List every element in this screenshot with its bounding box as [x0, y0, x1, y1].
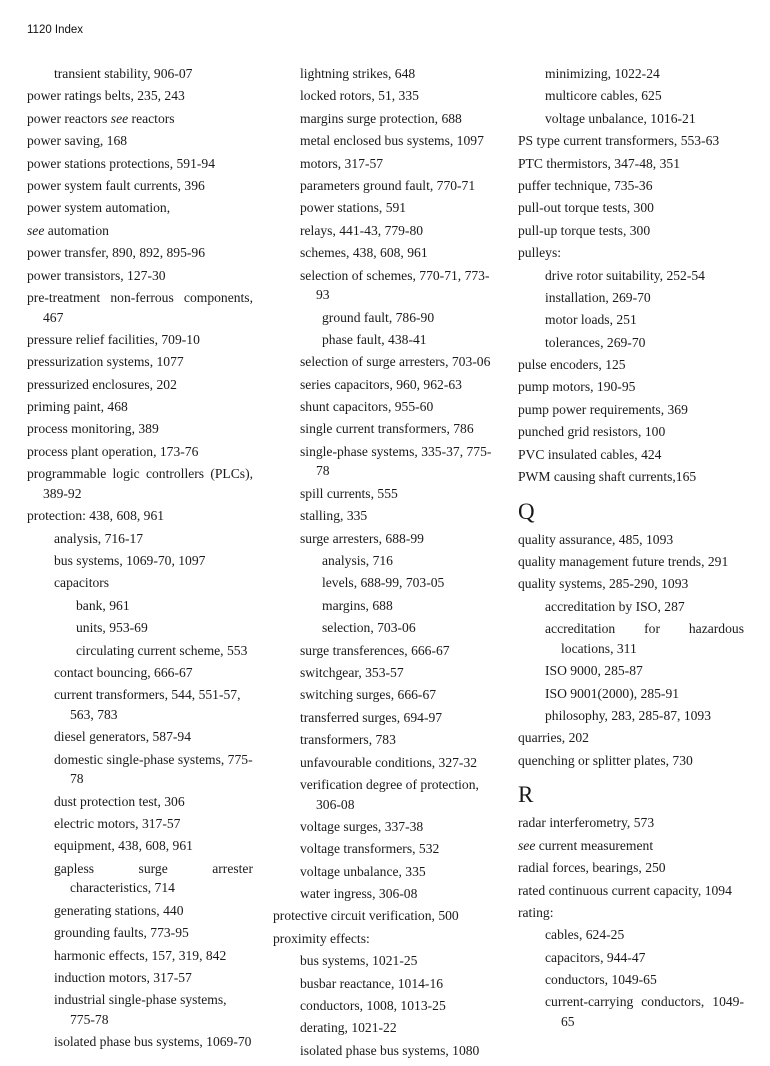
index-subentry: locked rotors, 51, 335	[300, 88, 419, 104]
section-letter-heading: R	[518, 782, 534, 808]
index-column-2	[273, 64, 499, 1063]
index-subentry: gapless surge arrester characteristics, 714	[54, 860, 253, 896]
index-subentry: single-phase systems, 335-37, 775-78	[300, 443, 492, 479]
index-subentry: analysis, 716-17	[54, 530, 144, 546]
index-subentry: domestic single-phase systems, 775-78	[54, 751, 253, 787]
index-subentry: isolated phase bus systems, 1080	[300, 1042, 480, 1058]
index-subentry: series capacitors, 960, 962-63	[300, 376, 462, 392]
index-subentry: units, 953-69	[76, 620, 148, 636]
index-subentry: drive rotor suitability, 252-54	[545, 267, 705, 283]
index-subentry: ISO 9001(2000), 285-91	[545, 685, 680, 701]
index-subentry: water ingress, 306-08	[300, 886, 418, 902]
index-column-3	[518, 64, 744, 1034]
index-entry: proximity effects:	[273, 930, 370, 946]
index-entry: power stations protections, 591-94	[27, 155, 216, 171]
section-letter-heading: Q	[518, 498, 535, 524]
index-entry: process plant operation, 173-76	[27, 443, 199, 459]
index-subentry: surge arresters, 688-99	[300, 530, 424, 546]
entry-term: power reactors	[27, 110, 111, 126]
index-subentry: switchgear, 353-57	[300, 664, 404, 680]
index-entry: quarries, 202	[518, 730, 589, 746]
index-subentry: verification degree of protection, 306-08	[300, 776, 479, 812]
index-subentry: dust protection test, 306	[54, 793, 185, 809]
index-entry: quality systems, 285-290, 1093	[518, 576, 689, 592]
index-subentry: electric motors, 317-57	[54, 816, 181, 832]
cross-reference-target: automation	[44, 222, 109, 238]
index-subentry: capacitors	[54, 575, 110, 591]
index-subentry: equipment, 438, 608, 961	[54, 838, 193, 854]
index-subentry: lightning strikes, 648	[300, 66, 416, 81]
index-subentry: surge transferences, 666-67	[300, 642, 450, 658]
index-subentry: motor loads, 251	[545, 312, 637, 328]
index-subentry: conductors, 1049-65	[545, 972, 657, 988]
index-entry: protective circuit verification, 500	[273, 908, 459, 924]
index-subentry: industrial single-phase systems, 775-78	[54, 992, 227, 1028]
index-subentry: accreditation by ISO, 287	[545, 598, 685, 614]
index-subentry: transient stability, 906-07	[54, 66, 193, 81]
index-subentry: analysis, 716	[322, 553, 393, 568]
index-entry: priming paint, 468	[27, 399, 128, 415]
index-entry: power saving, 168	[27, 133, 128, 149]
index-subentry: generating stations, 440	[54, 902, 184, 918]
index-subentry: diesel generators, 587-94	[54, 729, 192, 745]
index-entry: power system fault currents, 396	[27, 177, 205, 193]
index-subentry: spill currents, 555	[300, 485, 398, 501]
cross-reference-target: reactors	[128, 110, 175, 126]
index-subentry: metal enclosed bus systems, 1097	[300, 133, 484, 149]
index-entry: PTC thermistors, 347-48, 351	[518, 155, 680, 171]
index-entry: pull-out torque tests, 300	[518, 200, 654, 216]
index-entry: power system automation,	[27, 200, 171, 216]
see-reference: see	[27, 222, 45, 238]
index-subentry: ground fault, 786-90	[322, 309, 435, 325]
index-subentry: selection of surge arresters, 703-06	[300, 354, 491, 370]
index-subentry: stalling, 335	[300, 508, 368, 524]
index-subentry: voltage unbalance, 1016-21	[545, 110, 696, 126]
index-entry: rating:	[518, 904, 554, 920]
index-entry: punched grid resistors, 100	[518, 424, 666, 440]
index-entry: rated continuous current capacity, 1094	[518, 882, 732, 898]
index-subentry: minimizing, 1022-24	[545, 66, 660, 81]
index-subentry: voltage transformers, 532	[300, 841, 440, 857]
see-reference: see	[518, 837, 536, 853]
index-entry: quenching or splitter plates, 730	[518, 752, 693, 768]
index-entry	[27, 109, 253, 129]
index-subentry: selection of schemes, 770-71, 773-93	[300, 267, 490, 303]
index-subentry: accreditation for hazardous locations, 311	[545, 621, 744, 656]
index-entry: radar interferometry, 573	[518, 815, 655, 831]
index-entry: quality assurance, 485, 1093	[518, 531, 674, 547]
index-subentry: ISO 9000, 285-87	[545, 663, 643, 679]
index-subentry: multicore cables, 625	[545, 88, 662, 104]
page-header: 1120 Index	[27, 24, 84, 36]
index-subentry: voltage surges, 337-38	[300, 818, 424, 834]
index-subentry: voltage unbalance, 335	[300, 863, 426, 879]
index-subentry: installation, 269-70	[545, 289, 651, 305]
index-subentry: phase fault, 438-41	[322, 331, 427, 347]
index-entry: PS type current transformers, 553-63	[518, 133, 720, 149]
index-subentry: margins, 688	[322, 597, 393, 613]
index-subentry: bus systems, 1021-25	[300, 953, 418, 969]
index-subentry: current transformers, 544, 551-57, 563, 783	[54, 687, 241, 722]
index-subentry: cables, 624-25	[545, 927, 625, 943]
index-subentry: circulating current scheme, 553	[76, 642, 248, 658]
index-entry: pressurized enclosures, 202	[27, 376, 177, 392]
index-entry: pulleys:	[518, 245, 562, 261]
index-subentry: contact bouncing, 666-67	[54, 664, 193, 680]
index-entry: radial forces, bearings, 250	[518, 860, 666, 876]
index-entry: puffer technique, 735-36	[518, 177, 653, 193]
index-subentry: capacitors, 944-47	[545, 949, 646, 965]
index-entry: power ratings belts, 235, 243	[27, 88, 185, 104]
index-entry: PWM causing shaft currents,165	[518, 469, 697, 485]
index-subentry: derating, 1021-22	[300, 1020, 397, 1036]
index-subentry: schemes, 438, 608, 961	[300, 245, 428, 261]
index-entry: pump power requirements, 369	[518, 401, 688, 417]
index-entry: pump motors, 190-95	[518, 379, 636, 395]
index-entry: pre-treatment non-ferrous components, 467	[27, 289, 253, 325]
index-entry	[27, 221, 253, 241]
index-entry: power transistors, 127-30	[27, 267, 166, 283]
index-entry: power transfer, 890, 892, 895-96	[27, 245, 206, 261]
index-subentry: grounding faults, 773-95	[54, 925, 189, 941]
index-subentry: shunt capacitors, 955-60	[300, 399, 434, 415]
index-subentry: induction motors, 317-57	[54, 970, 192, 986]
index-column-1	[27, 64, 253, 1055]
index-subentry: motors, 317-57	[300, 155, 384, 171]
index-entry: pull-up torque tests, 300	[518, 222, 651, 238]
index-subentry: harmonic effects, 157, 319, 842	[54, 947, 227, 963]
index-subentry: busbar reactance, 1014-16	[300, 975, 444, 991]
index-subentry: philosophy, 283, 285-87, 1093	[545, 707, 712, 723]
index-subentry: selection, 703-06	[322, 620, 416, 636]
index-entry: PVC insulated cables, 424	[518, 446, 662, 462]
index-subentry: bank, 961	[76, 597, 130, 613]
index-entry: protection: 438, 608, 961	[27, 508, 165, 524]
index-subentry: transferred surges, 694-97	[300, 709, 443, 725]
index-subentry: transformers, 783	[300, 732, 396, 748]
index-subentry: levels, 688-99, 703-05	[322, 575, 445, 591]
index-entry: programmable logic controllers (PLCs), 389-92	[27, 466, 253, 501]
index-subentry: isolated phase bus systems, 1069-70	[54, 1034, 252, 1050]
index-subentry: parameters ground fault, 770-71	[300, 177, 476, 193]
index-subentry: switching surges, 666-67	[300, 687, 437, 703]
index-subentry: relays, 441-43, 779-80	[300, 222, 424, 238]
index-subentry: power stations, 591	[300, 200, 407, 216]
index-subentry: bus systems, 1069-70, 1097	[54, 553, 206, 568]
see-reference: see	[110, 110, 129, 126]
index-subentry: current-carrying conductors, 1049-65	[545, 994, 744, 1030]
index-subentry: tolerances, 269-70	[545, 334, 646, 350]
index-entry	[518, 836, 744, 856]
index-entry: pressure relief facilities, 709-10	[27, 331, 200, 347]
index-subentry: single current transformers, 786	[300, 421, 474, 437]
index-entry: pressurization systems, 1077	[27, 354, 184, 370]
index-subentry: margins surge protection, 688	[300, 110, 462, 126]
cross-reference-target: current measurement	[535, 837, 654, 853]
index-subentry: conductors, 1008, 1013-25	[300, 998, 446, 1014]
index-entry: process monitoring, 389	[27, 421, 159, 437]
index-entry: quality management future trends, 291	[518, 554, 729, 570]
index-entry: pulse encoders, 125	[518, 357, 626, 373]
index-subentry: unfavourable conditions, 327-32	[300, 754, 478, 770]
